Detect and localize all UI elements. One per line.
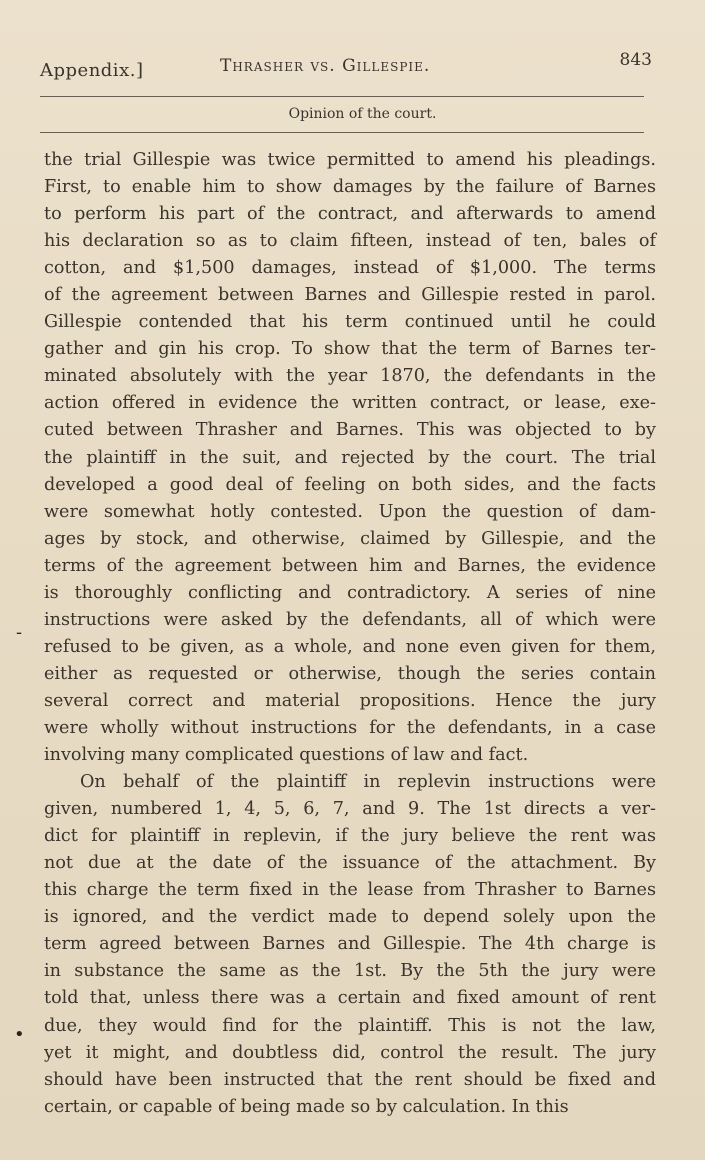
body-line: several correct and material propositions. Hence the jury bbox=[44, 690, 656, 711]
margin-dash: - bbox=[16, 622, 23, 643]
section-subheading: Opinion of the court. bbox=[288, 106, 437, 122]
header-rule-bottom bbox=[40, 132, 644, 133]
body-line: cuted between Thrasher and Barnes. This was objected to by bbox=[44, 420, 656, 441]
body-line: the plaintiff in the suit, and rejected by the court. The trial bbox=[44, 447, 656, 468]
header-rule-top bbox=[40, 96, 644, 97]
opinion-body-text bbox=[44, 147, 656, 1121]
body-line: Gillespie contended that his term continued until he could bbox=[44, 312, 656, 333]
body-line: refused to be given, as a whole, and none even given for them, bbox=[44, 636, 656, 657]
body-line: term agreed between Barnes and Gillespie. The 4th charge is bbox=[44, 934, 656, 955]
body-line: On behalf of the plaintiff in replevin instructions were bbox=[80, 772, 656, 793]
body-line: ages by stock, and otherwise, claimed by Gillespie, and the bbox=[44, 528, 656, 549]
body-line: given, numbered 1, 4, 5, 6, 7, and 9. The 1st directs a ver- bbox=[44, 799, 656, 820]
body-line: in substance the same as the 1st. By the 5th the jury were bbox=[44, 961, 656, 982]
body-line: were wholly without instructions for the defendants, in a case bbox=[44, 717, 656, 738]
body-line: yet it might, and doubtless did, control the result. The jury bbox=[44, 1042, 656, 1063]
body-line: terms of the agreement between him and Barnes, the evidence bbox=[44, 555, 656, 576]
body-line: minated absolutely with the year 1870, the defendants in the bbox=[44, 366, 656, 387]
body-line: First, to enable him to show damages by the failure of Barnes bbox=[44, 177, 656, 198]
body-line: this charge the term fixed in the lease from Thrasher to Barnes bbox=[44, 880, 656, 901]
header-case-title: Thrasher vs. Gillespie. bbox=[220, 56, 431, 76]
body-line: is ignored, and the verdict made to depend solely upon the bbox=[44, 907, 656, 928]
header-section-label: Appendix.] bbox=[40, 60, 144, 81]
body-line: of the agreement between Barnes and Gillespie rested in parol. bbox=[44, 285, 656, 306]
body-line: not due at the date of the issuance of the attachment. By bbox=[44, 853, 656, 874]
body-line: certain, or capable of being made so by calculation. In this bbox=[44, 1096, 569, 1117]
body-line: to perform his part of the contract, and afterwards to amend bbox=[44, 204, 656, 225]
page-number: 843 bbox=[619, 50, 652, 70]
body-line: his declaration so as to claim fifteen, instead of ten, bales of bbox=[44, 231, 656, 252]
body-line: either as requested or otherwise, though the series contain bbox=[44, 663, 656, 684]
margin-bullet: • bbox=[14, 1024, 25, 1045]
body-line: developed a good deal of feeling on both sides, and the facts bbox=[44, 474, 656, 495]
body-line: were somewhat hotly contested. Upon the question of dam- bbox=[44, 501, 656, 522]
body-line: dict for plaintiff in replevin, if the jury believe the rent was bbox=[44, 826, 656, 847]
body-line: gather and gin his crop. To show that the term of Barnes ter- bbox=[44, 339, 656, 360]
body-line: should have been instructed that the rent should be fixed and bbox=[44, 1069, 656, 1090]
body-line: cotton, and $1,500 damages, instead of $1,000. The terms bbox=[44, 258, 656, 279]
body-line: involving many complicated questions of law and fact. bbox=[44, 745, 529, 766]
body-line: instructions were asked by the defendants, all of which were bbox=[44, 609, 656, 630]
running-header bbox=[40, 50, 652, 84]
body-line: action offered in evidence the written contract, or lease, exe- bbox=[44, 393, 656, 414]
body-line: due, they would find for the plaintiff. This is not the law, bbox=[44, 1015, 656, 1036]
body-line: told that, unless there was a certain and fixed amount of rent bbox=[44, 988, 656, 1009]
body-line: the trial Gillespie was twice permitted to amend his pleadings. bbox=[44, 150, 656, 170]
body-line: is thoroughly conflicting and contradictory. A series of nine bbox=[44, 582, 656, 603]
